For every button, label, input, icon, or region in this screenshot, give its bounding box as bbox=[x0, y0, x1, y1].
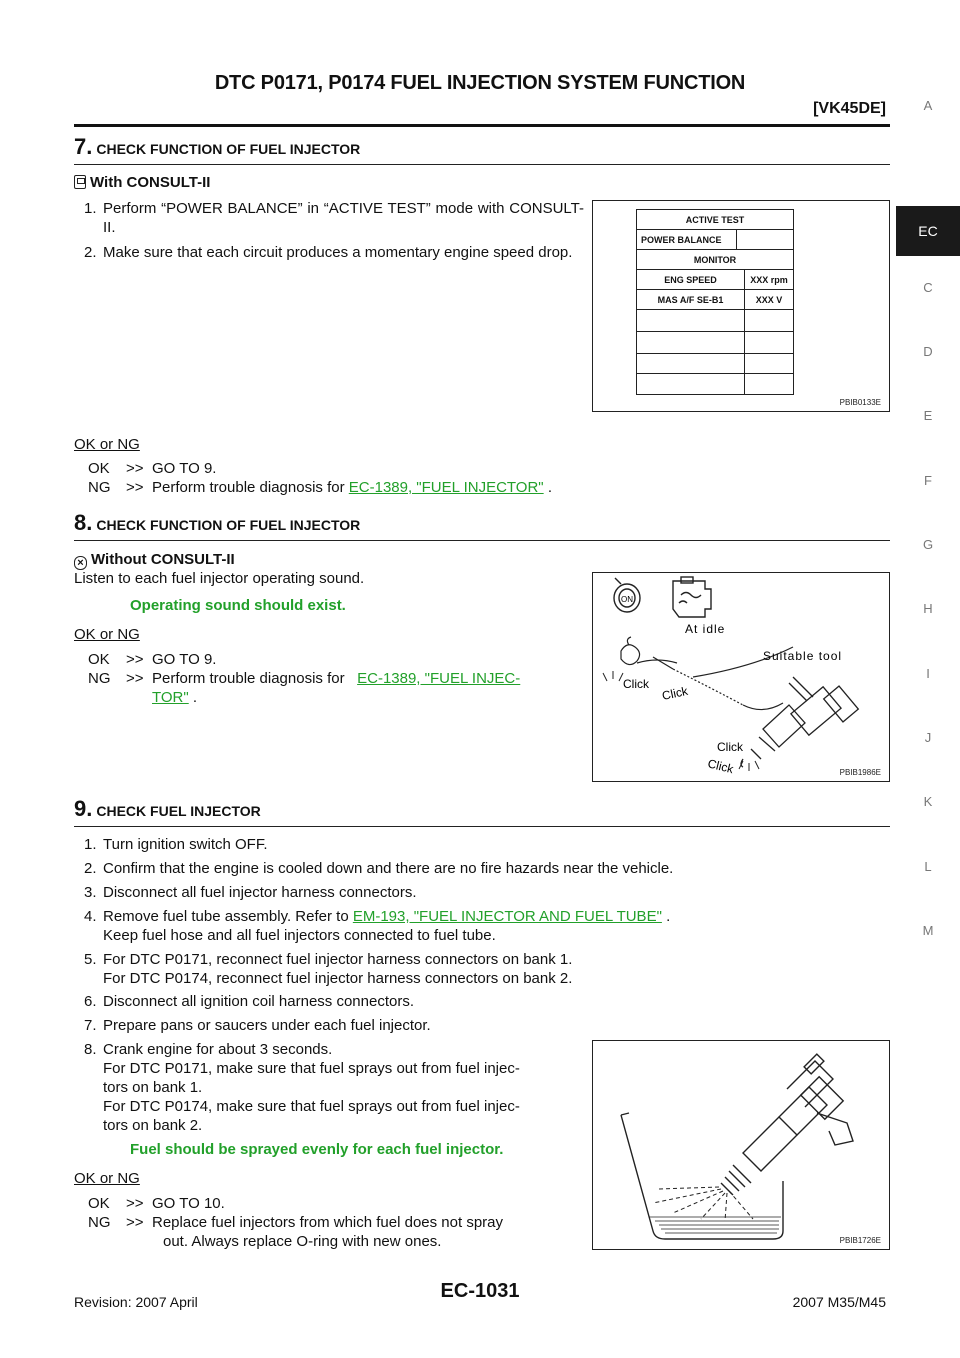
step-7-heading bbox=[74, 134, 890, 165]
result-arrow: >> bbox=[126, 1195, 144, 1212]
item-text: Make sure that each circuit produces a momentary engine speed drop. bbox=[103, 244, 573, 261]
ok-result bbox=[88, 1194, 225, 1213]
item-text-line2: For DTC P0171, make sure that fuel sprays out from fuel injec- bbox=[103, 1060, 520, 1077]
stethoscope-icon bbox=[621, 637, 793, 710]
index-k[interactable]: K bbox=[923, 794, 933, 809]
item-text: Turn ignition switch OFF. bbox=[103, 836, 268, 853]
index-i[interactable]: I bbox=[926, 666, 930, 681]
step9-item-6 bbox=[84, 992, 414, 1011]
step9-item-5 bbox=[84, 950, 572, 988]
injector-icon bbox=[721, 1054, 853, 1195]
injector-sound-illustration bbox=[593, 573, 889, 781]
mas-af-label: MAS A/F SE-B1 bbox=[637, 290, 745, 309]
power-balance-label: POWER BALANCE bbox=[637, 230, 737, 249]
fuel-injector-diagnosis-link[interactable]: EC-1389, "FUEL INJECTOR" bbox=[348, 479, 544, 496]
eng-speed-value: XXX rpm bbox=[750, 275, 788, 285]
result-text-line2: out. Always replace O-ring with new ones. bbox=[163, 1233, 442, 1250]
monitor-label: MONITOR bbox=[693, 254, 737, 265]
result-key: NG bbox=[88, 670, 111, 687]
item-text: Confirm that the engine is cooled down and there are no fire hazards near the vehicle. bbox=[103, 860, 674, 877]
index-f[interactable]: F bbox=[924, 473, 932, 488]
result-key: OK bbox=[88, 1195, 110, 1212]
engine-icon bbox=[673, 577, 711, 617]
fuel-spray-requirement: Fuel should be sprayed evenly for each fuel injector. bbox=[130, 1141, 504, 1158]
fuel-injector-diagnosis-link-cont[interactable]: TOR" bbox=[152, 689, 189, 706]
result-key: NG bbox=[88, 1214, 111, 1231]
ng-result-cont bbox=[163, 1232, 441, 1251]
eng-speed-label: ENG SPEED bbox=[637, 270, 745, 289]
fuel-spray-illustration bbox=[593, 1041, 889, 1249]
fuel-injector-diagnosis-link[interactable]: EC-1389, "FUEL INJEC- bbox=[357, 670, 521, 687]
operating-sound-requirement: Operating sound should exist. bbox=[130, 597, 346, 614]
ok-or-ng-label: OK or NG bbox=[74, 1170, 140, 1187]
result-arrow: >> bbox=[126, 1214, 144, 1231]
item-text: Perform “POWER BALANCE” in “ACTIVE TEST” mode with CONSULT-II. bbox=[103, 200, 584, 236]
figure-code: PBIB1986E bbox=[839, 768, 881, 777]
section-index bbox=[896, 84, 960, 964]
index-m[interactable]: M bbox=[922, 923, 934, 938]
index-e[interactable]: E bbox=[923, 408, 933, 423]
item-number: 7. bbox=[84, 1017, 97, 1034]
page-title: DTC P0171, P0174 FUEL INJECTION SYSTEM FUNCTION bbox=[214, 72, 746, 94]
beaker-icon bbox=[621, 1113, 783, 1239]
ok-or-ng-label: OK or NG bbox=[74, 626, 140, 643]
item-text-line5: tors on bank 2. bbox=[103, 1117, 203, 1134]
item-text-line2: Keep fuel hose and all fuel injectors connected to fuel tube. bbox=[103, 927, 496, 944]
item-text: For DTC P0171, reconnect fuel injector harness connectors on bank 1. bbox=[103, 951, 573, 968]
click-label-1: Click bbox=[623, 677, 649, 691]
item-number: 2. bbox=[84, 244, 97, 261]
result-key: OK bbox=[88, 651, 110, 668]
fuel-tube-removal-link[interactable]: EM-193, "FUEL INJECTOR AND FUEL TUBE" bbox=[352, 908, 662, 925]
result-text: GO TO 9. bbox=[152, 651, 217, 668]
consult-screen-figure bbox=[592, 200, 890, 412]
step-8-heading bbox=[74, 510, 890, 541]
step9-item-8 bbox=[84, 1040, 584, 1135]
step-number: 9. bbox=[74, 796, 93, 821]
mode-label: Without CONSULT-II bbox=[91, 551, 235, 568]
without-consult-mode bbox=[74, 550, 235, 570]
ok-result bbox=[88, 459, 216, 478]
ng-result-cont bbox=[152, 688, 197, 707]
index-d[interactable]: D bbox=[923, 344, 933, 359]
fuel-spray-lines bbox=[653, 1187, 753, 1221]
step9-item-3 bbox=[84, 883, 417, 902]
result-text: Replace fuel injectors from which fuel does not spray bbox=[152, 1214, 504, 1231]
index-h[interactable]: H bbox=[923, 601, 933, 616]
click-label-2: Click bbox=[660, 683, 690, 703]
click-label-4: Click bbox=[706, 756, 735, 777]
figure-code: PBIB1726E bbox=[839, 1236, 881, 1245]
step-label: CHECK FUNCTION OF FUEL INJECTOR bbox=[96, 141, 361, 157]
item-text: Crank engine for about 3 seconds. bbox=[103, 1041, 333, 1058]
item-number: 5. bbox=[84, 951, 97, 968]
engine-model: [VK45DE] bbox=[813, 100, 886, 117]
item-number: 1. bbox=[84, 836, 97, 853]
mode-label: With CONSULT-II bbox=[90, 174, 211, 191]
consult-icon bbox=[74, 175, 86, 189]
item-text: Remove fuel tube assembly. Refer to bbox=[103, 908, 349, 925]
result-text: Perform trouble diagnosis for bbox=[152, 479, 345, 496]
step9-item-7 bbox=[84, 1016, 431, 1035]
item-number: 6. bbox=[84, 993, 97, 1010]
injector-icon bbox=[741, 677, 858, 767]
result-text: GO TO 9. bbox=[152, 460, 217, 477]
item-text: Prepare pans or saucers under each fuel injector. bbox=[103, 1017, 431, 1034]
ok-or-ng-label: OK or NG bbox=[74, 436, 140, 453]
step9-item-2 bbox=[84, 859, 673, 878]
result-trailing: . bbox=[547, 479, 552, 496]
step-number: 8. bbox=[74, 510, 93, 535]
step9-item-1 bbox=[84, 835, 268, 854]
result-arrow: >> bbox=[126, 460, 144, 477]
ng-result bbox=[88, 1213, 503, 1232]
step-label: CHECK FUEL INJECTOR bbox=[96, 803, 261, 819]
index-a[interactable]: A bbox=[923, 98, 933, 113]
item-text: Disconnect all ignition coil harness connectors. bbox=[103, 993, 414, 1010]
ok-result bbox=[88, 650, 216, 669]
item-text-line3: tors on bank 1. bbox=[103, 1079, 203, 1096]
index-g[interactable]: G bbox=[922, 537, 934, 552]
index-j[interactable]: J bbox=[924, 730, 932, 745]
active-test-table bbox=[636, 209, 794, 395]
step-9-heading bbox=[74, 796, 890, 827]
result-trailing: . bbox=[192, 689, 198, 706]
item-text: Disconnect all fuel injector harness connectors. bbox=[103, 884, 417, 901]
result-text: Perform trouble diagnosis for bbox=[152, 670, 345, 687]
result-text: GO TO 10. bbox=[152, 1195, 225, 1212]
item-number: 8. bbox=[84, 1041, 97, 1058]
result-arrow: >> bbox=[126, 651, 144, 668]
item-trailing: . bbox=[666, 908, 671, 925]
revision-date: Revision: 2007 April bbox=[74, 1294, 198, 1310]
pooled-fuel bbox=[649, 1217, 781, 1233]
vehicle-model: 2007 M35/M45 bbox=[792, 1294, 886, 1310]
item-number: 3. bbox=[84, 884, 97, 901]
item-number: 4. bbox=[84, 908, 97, 925]
active-test-label: ACTIVE TEST bbox=[685, 214, 745, 225]
header-divider bbox=[74, 124, 890, 127]
on-label: ON bbox=[621, 595, 633, 604]
item-number: 1. bbox=[84, 200, 97, 217]
injector-sound-figure bbox=[592, 572, 890, 782]
step7-item-1 bbox=[84, 199, 584, 237]
ng-result bbox=[88, 478, 552, 497]
item-text-line2: For DTC P0174, reconnect fuel injector harness connectors on bank 2. bbox=[103, 970, 573, 987]
with-consult-mode bbox=[74, 173, 210, 192]
step-number: 7. bbox=[74, 134, 93, 159]
result-key: NG bbox=[88, 479, 111, 496]
result-arrow: >> bbox=[126, 479, 144, 496]
no-consult-icon: × bbox=[74, 556, 87, 570]
page-number: EC-1031 bbox=[440, 1280, 520, 1302]
mas-af-value: XXX V bbox=[755, 295, 783, 305]
step-label: CHECK FUNCTION OF FUEL INJECTOR bbox=[96, 517, 361, 533]
result-arrow: >> bbox=[126, 670, 144, 687]
index-c[interactable]: C bbox=[923, 280, 933, 295]
figure-code: PBIB0133E bbox=[839, 398, 881, 407]
index-l[interactable]: L bbox=[924, 859, 932, 874]
result-key: OK bbox=[88, 460, 110, 477]
index-ec-active[interactable]: EC bbox=[896, 206, 960, 256]
item-number: 2. bbox=[84, 860, 97, 877]
click-label-3: Click bbox=[717, 740, 743, 754]
step7-item-2 bbox=[84, 243, 584, 262]
at-idle-label: At idle bbox=[685, 622, 726, 636]
listen-instruction: Listen to each fuel injector operating sound. bbox=[74, 570, 365, 587]
step9-item-4 bbox=[84, 907, 670, 945]
fuel-spray-figure bbox=[592, 1040, 890, 1250]
ng-result bbox=[88, 669, 584, 688]
suitable-tool-label: Suitable tool bbox=[763, 649, 843, 663]
item-text-line4: For DTC P0174, make sure that fuel sprays out from fuel injec- bbox=[103, 1098, 520, 1115]
